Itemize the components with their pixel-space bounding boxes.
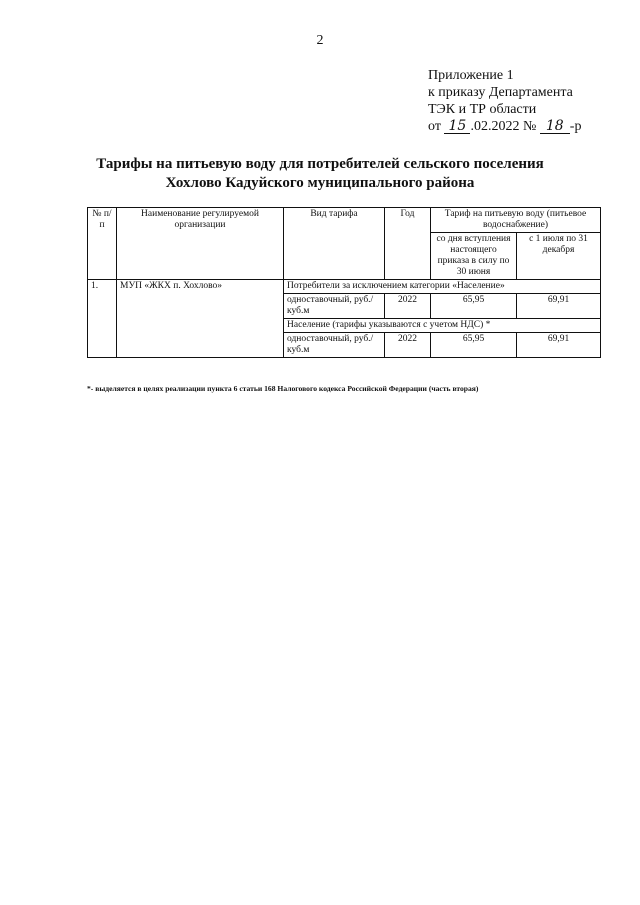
header-organization: Наименование регулируемой организации (117, 208, 284, 280)
handwritten-order-number: 18 (540, 119, 570, 134)
year-2: 2022 (385, 333, 431, 358)
handwritten-day: 15 (444, 119, 470, 134)
table-row (88, 280, 601, 294)
value-1-period-2: 69,91 (517, 294, 601, 319)
header-period-1: со дня вступления настоящего приказа в силу по 30 июня (431, 233, 517, 280)
year-1: 2022 (385, 294, 431, 319)
appendix-header (428, 67, 581, 135)
footnote: *- выделяется в целях реализации пункта 6 статьи 168 Налогового кодекса Российской Федерации (часть вторая) (87, 384, 479, 393)
group-label-2: Население (тарифы указываются с учетом НДС) * (284, 319, 601, 333)
tariff-type-1: одноставочный, руб./куб.м (284, 294, 385, 319)
appendix-line-1: Приложение 1 (428, 68, 514, 83)
page-number: 2 (316, 33, 324, 48)
document-title (0, 155, 640, 193)
appendix-line-3: ТЭК и ТР области (428, 102, 537, 117)
header-tariff: Тариф на питьевую воду (питьевое водоснабжение) (431, 208, 601, 233)
value-2-period-1: 65,95 (431, 333, 517, 358)
tariff-table (87, 207, 601, 358)
header-year: Год (385, 208, 431, 280)
date-prefix: от (428, 119, 441, 134)
organization-name: МУП «ЖКХ п. Хохлово» (117, 280, 284, 358)
row-number: 1. (88, 280, 117, 358)
table-header-row (88, 208, 601, 233)
value-1-period-1: 65,95 (431, 294, 517, 319)
appendix-date-line (428, 118, 581, 135)
appendix-line-2: к приказу Департамента (428, 85, 573, 100)
header-tariff-type: Вид тарифа (284, 208, 385, 280)
date-rest: .02.2022 № (470, 119, 537, 134)
group-label-1: Потребители за исключением категории «Население» (284, 280, 601, 294)
header-period-2: с 1 июля по 31 декабря (517, 233, 601, 280)
tariff-type-2: одноставочный, руб./куб.м (284, 333, 385, 358)
order-suffix: -р (569, 119, 582, 134)
title-line-2: Хохлово Кадуйского муниципального района (165, 175, 475, 191)
value-2-period-2: 69,91 (517, 333, 601, 358)
title-line-1: Тарифы на питьевую воду для потребителей сельского поселения (96, 156, 544, 172)
header-num: № п/п (88, 208, 117, 280)
